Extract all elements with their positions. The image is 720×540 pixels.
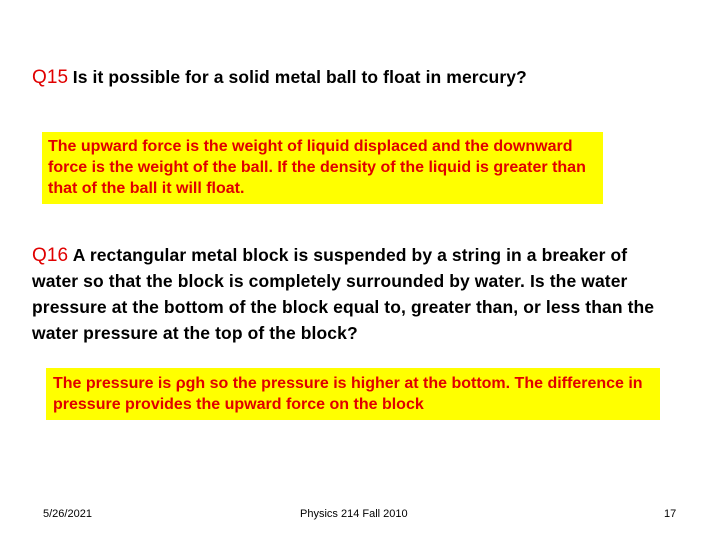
question-16 [32, 243, 672, 347]
answer-box-16: The pressure is ρgh so the pressure is higher at the bottom. The difference in pressure provides the upward force on the block [46, 368, 660, 420]
question-number: Q15 [32, 67, 69, 88]
question-number: Q16 [32, 245, 69, 266]
answer-box-15: The upward force is the weight of liquid displaced and the downward force is the weight of the ball. If the density of the liquid is greater than that of the ball it will float. [42, 132, 603, 204]
question-text: Is it possible for a solid metal ball to float in mercury? [72, 67, 527, 87]
footer-page-number: 17 [664, 508, 677, 520]
question-15 [32, 66, 692, 90]
footer-date: 5/26/2021 [43, 508, 92, 520]
footer-course-title: Physics 214 Fall 2010 [300, 508, 408, 520]
question-text: A rectangular metal block is suspended by a string in a breaker of water so that the block is completely surrounded by water. Is the water pressure at the bottom of the block equal to, greater than, or less than the water pressure at the top of the block? [32, 245, 655, 343]
